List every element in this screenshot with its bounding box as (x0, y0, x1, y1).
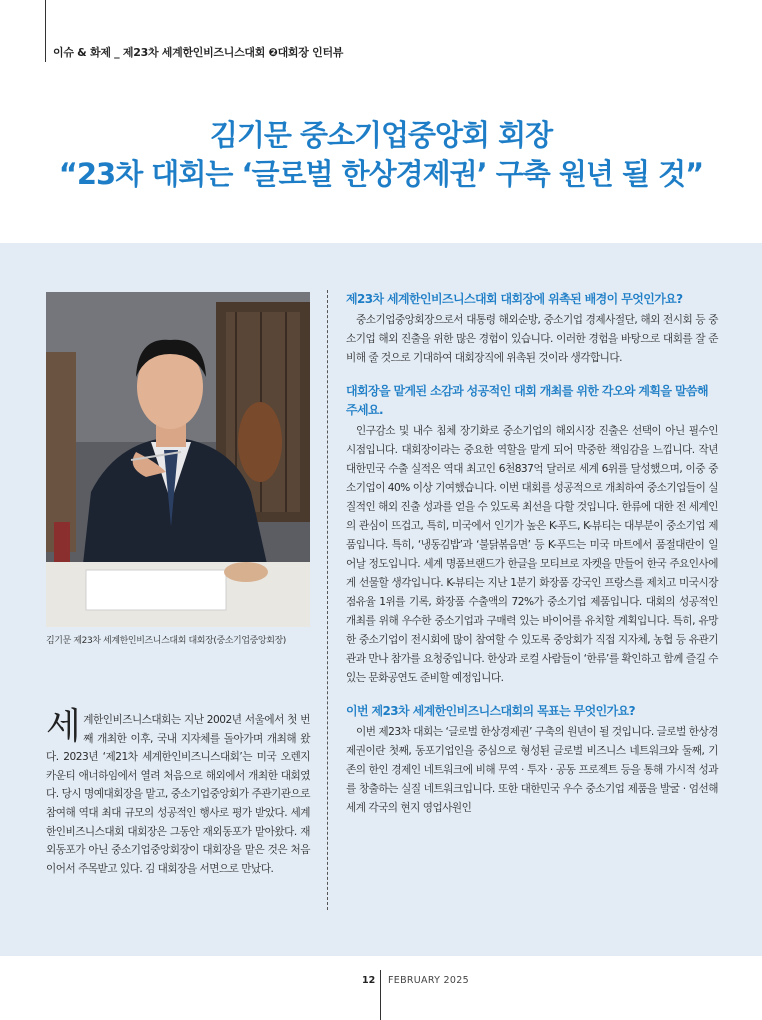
footer-rule (380, 970, 381, 1020)
question-heading: 제23차 세계한인비즈니스대회 대회장에 위촉된 배경이 무엇인가요? (346, 292, 683, 306)
section-tag: 이슈 & 화제 _ 제23차 세계한인비즈니스대회 ❷대회장 인터뷰 (53, 46, 344, 59)
photo-caption: 김기문 제23차 세계한인비즈니스대회 대회장(중소기업중앙회장) (46, 636, 286, 646)
answer-text: 인구감소 및 내수 침체 장기화로 중소기업의 해외시장 진출은 선택이 아닌 필수인 시점입니다. 대회장이라는 중요한 역할을 맡게 되어 막중한 책임감을 느낍니다. 작년 대한민국 수출 실적은 역대 최고인 6천837억 달러로 세계 6위를 달성했으며, 이중 중소기업이 40% 이상 기여했습니다. 이번 대회를 성공적으로 개최하여 중소기업들이 실질적인 해외 진출 성과를 얻을 수 있도록 최선을 다할 것입니다. 한류에 대한 전 세계인의 관심이 뜨겁고, 특히, 미국에서 인기가 높은 K-푸드, K-뷰티는 대부분이 중소기업 제품입니다. 특히, ‘냉동김밥’과 ‘불닭볶음면’ 등 K-푸드는 미국 마트에서 품절대란이 일어날 정도입니다. 세계 명품브랜드가 한글을 모티브로 자켓을 만들어 한국 주요인사에게 선물할 생각입니다. K-뷰티는 지난 1분기 화장품 강국인 프랑스를 제치고 미국시장 점유율 1위를 기록, 화장품 수출액의 72%가 중소기업 제품입니다. 대회의 성공적인 개최를 위해 우수한 중소기업과 구매력 있는 바이어를 유치할 계획입니다. 특히, 유망한 중소기업이 전시회에 많이 참여할 수 있도록 중앙회가 직접 지자체, 농협 등 유관기관과 만나 참가를 요청중입니다. 한상과 로컬 사람들이 ‘한류’를 확인하고 함께 즐길 수 있는 문화공연도 준비할 예정입니다. (346, 425, 718, 684)
headline-line-1: 김기문 중소기업중앙회 회장 (209, 118, 553, 152)
drop-cap: 세 (46, 706, 81, 747)
issue-date: FEBRUARY 2025 (388, 975, 469, 986)
qa-block (346, 382, 718, 688)
answer-text: 중소기업중앙회장으로서 대통령 해외순방, 중소기업 경제사절단, 해외 전시회 등 중소기업 해외 진출을 위한 많은 경험이 있습니다. 이러한 경험을 바탕으로 대회를 잘 준비해 줄 것으로 기대하여 대회장직에 위촉된 것이라 생각합니다. (346, 314, 718, 364)
intro-text: 계한인비즈니스대회는 지난 2002년 서울에서 첫 번째 개최한 이후, 국내 지자체를 돌아가며 개최해 왔다. 2023년 ‘제21차 세계한인비즈니스대회’는 미국 오렌지카운티 애너하임에서 열려 처음으로 해외에서 개최한 대회였다. 당시 명예대회장을 맡고, 중소기업중앙회가 주관기관으로 참여해 역대 최대 규모의 성공적인 행사로 평가 받았다. 세계한인비즈니스대회 대회장은 그동안 재외동포가 맡아왔다. 재외동포가 아닌 중소기업중앙회장이 대회장을 맡은 것은 처음이어서 주목받고 있다. 김 대회장을 서면으로 만났다. (46, 714, 310, 875)
qa-block (346, 702, 718, 818)
header-rule (45, 0, 46, 62)
intro-paragraph (46, 706, 310, 878)
question-heading: 대회장을 맡게된 소감과 성공적인 대회 개최를 위한 각오와 계획을 말씀해 주세요. (346, 384, 708, 417)
qa-block (346, 290, 718, 368)
question-heading: 이번 제23차 세계한인비즈니스대회의 목표는 무엇인가요? (346, 704, 635, 718)
headline-line-2: “23차 대회는 ‘글로벌 한상경제권’ 구축 원년 될 것” (58, 157, 704, 191)
column-divider (327, 290, 328, 910)
answer-text: 이번 제23차 대회는 ‘글로벌 한상경제권’ 구축의 원년이 될 것입니다. 글로벌 한상경제권이란 첫째, 동포기업인을 중심으로 형성된 글로벌 비즈니스 네트워크와 둘째, 기존의 한인 경제인 네트워크에 비해 무역 · 투자 · 공동 프로젝트 등을 통해 가시적 성과를 창출하는 실질 네트워크입니다. 또한 대한민국 우수 중소기업 제품을 발굴 · 엄선해 세계 각국의 현지 영업사원인 (346, 726, 718, 814)
page-number: 12 (362, 975, 376, 986)
qa-column (346, 290, 718, 832)
interviewee-photo (46, 292, 310, 627)
headline (0, 116, 762, 194)
